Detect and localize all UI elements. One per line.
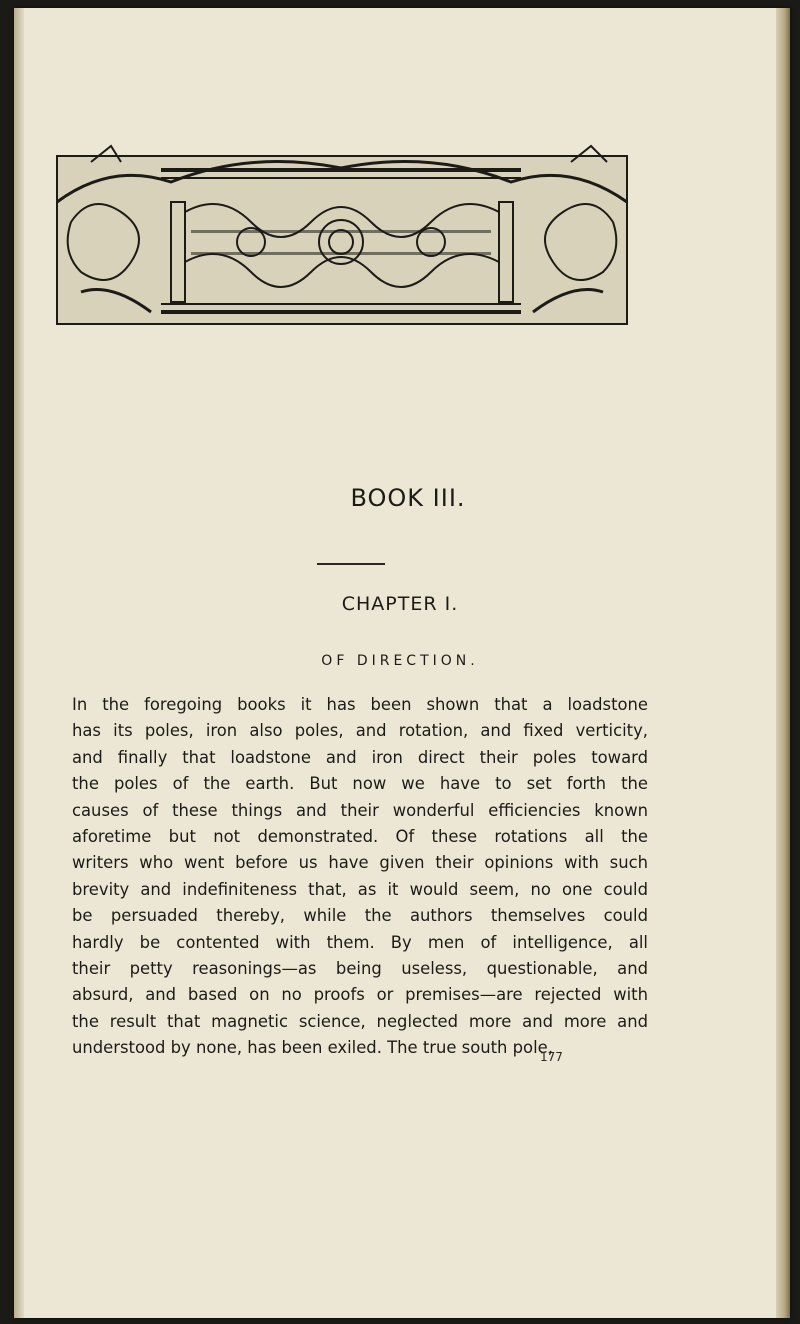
text-line: be persuaded thereby, while the authors themselves could <box>72 906 648 926</box>
chapter-heading: CHAPTER I. <box>341 593 459 615</box>
text-line: has its poles, iron also poles, and rotation, and fixed verticity, <box>72 721 648 741</box>
text-line: In the foregoing books it has been shown that a loadstone <box>72 695 648 714</box>
text-line: brevity and indefiniteness that, as it would seem, no one could <box>72 879 648 899</box>
section-heading: OF DIRECTION. <box>321 653 479 669</box>
body-text <box>72 692 648 1062</box>
text-line: hardly be contented with them. By men of intelligence, all <box>72 932 648 952</box>
text-line: the poles of the earth. But now we have to set forth the <box>72 774 648 794</box>
text-line: writers who went before us have given their opinions with such <box>72 853 648 873</box>
text-line: aforetime but not demonstrated. Of these rotations all the <box>72 827 648 847</box>
text-line: understood by none, has been exiled. The true south pole, <box>72 1038 553 1058</box>
ornamental-headpiece <box>51 142 633 332</box>
text-line: the result that magnetic science, neglected more and more and <box>72 1011 648 1031</box>
text-line: causes of these things and their wonderful efficiencies known <box>72 800 648 820</box>
page-number: 177 <box>540 1050 563 1064</box>
divider-rule <box>317 563 385 565</box>
text-line: absurd, and based on no proofs or premises—are rejected with <box>72 985 648 1005</box>
book-heading: BOOK III. <box>350 484 466 512</box>
text-line: their petty reasonings—as being useless, questionable, and <box>72 959 648 979</box>
text-line: and finally that loadstone and iron direct their poles toward <box>72 747 648 767</box>
